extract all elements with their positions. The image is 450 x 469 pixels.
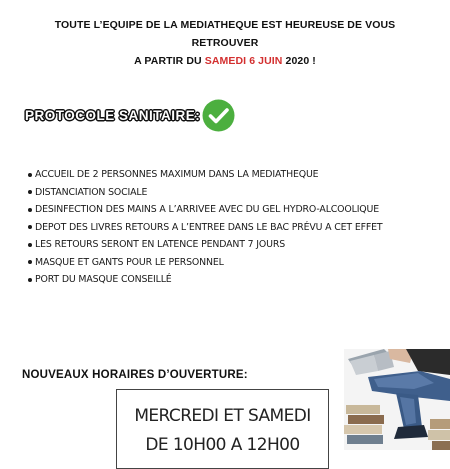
protocol-list [28, 166, 382, 289]
bullet-icon [28, 260, 32, 264]
list-item-text: DESINFECTION DES MAINS A L’ARRIVEE AVEC DU GEL HYDRO-ALCOOLIQUE [35, 204, 380, 216]
header-line-3-prefix: A PARTIR DU [134, 55, 205, 67]
hours-heading: NOUVEAUX HORAIRES D’OUVERTURE: [22, 369, 248, 381]
protocol-title-text: PROTOCOLE SANITAIRE: [25, 107, 201, 123]
header-line-3-suffix: 2020 ! [282, 55, 316, 67]
opening-times: DE 10H00 A 12H00 [145, 435, 300, 455]
list-item-text: MASQUE ET GANTS POUR LE PERSONNEL [35, 256, 224, 268]
bullet-icon [28, 225, 32, 229]
bullet-icon [28, 208, 32, 212]
header-line-2: RETROUVER [191, 37, 259, 49]
protocol-title [23, 106, 202, 124]
check-circle-icon [202, 99, 235, 132]
list-item-text: DISTANCIATION SOCIALE [35, 186, 148, 198]
reopening-date: SAMEDI 6 JUIN [204, 55, 283, 67]
opening-hours-box [116, 389, 329, 469]
bullet-icon [28, 278, 32, 282]
list-item [28, 166, 382, 184]
header-line-1: TOUTE L’EQUIPE DE LA MEDIATHEQUE EST HEUREUSE DE VOUS [54, 19, 396, 31]
header-line-3 [0, 52, 450, 70]
list-item [28, 236, 382, 254]
list-item-text: PORT DU MASQUE CONSEILLÉ [35, 274, 172, 286]
list-item [28, 201, 382, 219]
list-item [28, 271, 382, 289]
list-item [28, 184, 382, 202]
opening-days: MERCREDI ET SAMEDI [134, 406, 311, 426]
list-item [28, 219, 382, 237]
list-item-text: LES RETOURS SERONT EN LATENCE PENDANT 7 JOURS [35, 239, 286, 251]
list-item [28, 254, 382, 272]
bullet-icon [28, 243, 32, 247]
list-item-text: DEPOT DES LIVRES RETOURS A L’ENTREE DANS LE BAC PRÉVU A CET EFFET [35, 221, 383, 233]
reading-photo-illustration [344, 349, 450, 450]
person-reading-on-book-stack-image [344, 349, 450, 450]
list-item-text: ACCUEIL DE 2 PERSONNES MAXIMUM DANS LA MEDIATHEQUE [35, 169, 319, 181]
bullet-icon [28, 190, 32, 194]
announcement-header [0, 16, 450, 70]
bullet-icon [28, 173, 32, 177]
